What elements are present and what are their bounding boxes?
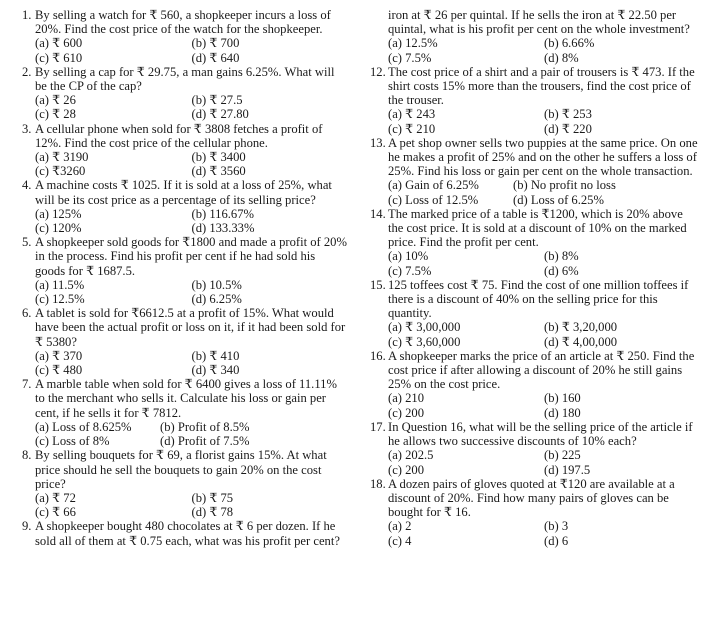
question-text: A shopkeeper bought 480 chocolates at ₹ 6 per dozen. If he sold all of them at ₹ 0.75 each, what was his profit per cent? bbox=[35, 519, 340, 548]
option-a: (a) 12.5% bbox=[388, 36, 438, 51]
question-text: In Question 16, what will be the selling price of the article if he allows two successive discounts of 10% each? bbox=[388, 419, 693, 449]
question-number: 17. bbox=[370, 419, 386, 434]
option-d: (d) 133.33% bbox=[191, 221, 255, 236]
question-text: A machine costs ₹ 1025. If it is sold at a loss of 25%, what will be its cost price as a percentage of its selling price? bbox=[35, 178, 332, 207]
question-number: 2. bbox=[22, 64, 32, 79]
options bbox=[370, 519, 700, 547]
option-a: (a) ₹ 600 bbox=[35, 36, 83, 51]
question-number: 14. bbox=[370, 206, 386, 221]
option-d: (d) ₹ 78 bbox=[191, 505, 234, 520]
question-2 bbox=[22, 65, 348, 122]
option-c: (c) 7.5% bbox=[388, 50, 432, 65]
question-number: 13. bbox=[370, 135, 386, 150]
option-d: (d) 197.5 bbox=[544, 462, 591, 477]
option-b: (b) ₹ 253 bbox=[544, 107, 592, 122]
options bbox=[370, 36, 700, 64]
options bbox=[370, 249, 700, 277]
option-d: (d) ₹ 27.80 bbox=[191, 107, 249, 122]
options bbox=[22, 278, 348, 306]
option-d: (d) Loss of 6.25% bbox=[513, 192, 604, 207]
option-a: (a) ₹ 3,00,000 bbox=[388, 320, 461, 335]
option-a: (a) 125% bbox=[35, 206, 82, 221]
question-16 bbox=[370, 349, 700, 420]
question-text: A pet shop owner sells two puppies at the same price. On one he makes a profit of 25% and on the other he suffers a loss of 25%. Find his loss or gain per cent on the whole transaction. bbox=[388, 135, 698, 179]
question-4 bbox=[22, 178, 348, 235]
option-a: (a) Gain of 6.25% bbox=[388, 178, 479, 193]
question-7 bbox=[22, 377, 348, 448]
options bbox=[370, 391, 700, 419]
question-text: By selling a watch for ₹ 560, a shopkeeper incurs a loss of 20%. Find the cost price of the watch for the shopkeeper. bbox=[35, 8, 331, 37]
question-12 bbox=[370, 65, 700, 136]
option-b: (b) 160 bbox=[544, 391, 581, 406]
option-d: (d) Profit of 7.5% bbox=[160, 434, 250, 449]
question-number: 4. bbox=[22, 178, 32, 193]
option-d: (d) 180 bbox=[544, 405, 581, 420]
option-d: (d) 6 bbox=[544, 533, 569, 548]
question-number: 8. bbox=[22, 448, 32, 463]
option-b: (b) 3 bbox=[544, 519, 569, 534]
option-c: (c) ₹ 480 bbox=[35, 363, 83, 378]
right-column bbox=[370, 8, 700, 548]
option-d: (d) 8% bbox=[544, 50, 579, 65]
question-6 bbox=[22, 306, 348, 377]
question-3 bbox=[22, 122, 348, 179]
option-a: (a) ₹ 243 bbox=[388, 107, 436, 122]
options bbox=[370, 320, 700, 348]
option-b: (b) ₹ 3,20,000 bbox=[544, 320, 618, 335]
option-d: (d) ₹ 4,00,000 bbox=[544, 334, 618, 349]
options bbox=[370, 448, 700, 476]
question-text: The marked price of a table is ₹1200, which is 20% above the cost price. It is sold at a discount of 10% on the marked price. Find the profit per cent. bbox=[388, 206, 687, 250]
option-b: (b) ₹ 410 bbox=[191, 348, 240, 363]
option-c: (c) Loss of 12.5% bbox=[388, 192, 479, 207]
question-text: A tablet is sold for ₹6612.5 at a profit of 15%. What would have been the actual profit or loss on it, if it had been sold for ₹ 5380? bbox=[35, 306, 346, 349]
question-text: By selling bouquets for ₹ 69, a florist gains 15%. At what price should he sell the bouquets to gain 20% on the cost price? bbox=[35, 448, 327, 491]
options bbox=[22, 36, 348, 64]
question-11-continued bbox=[370, 8, 700, 65]
option-c: (c) ₹ 66 bbox=[35, 505, 76, 520]
option-a: (a) 11.5% bbox=[35, 277, 85, 292]
options bbox=[22, 349, 348, 377]
question-number: 6. bbox=[22, 306, 32, 321]
option-b: (b) 225 bbox=[544, 448, 581, 463]
option-b: (b) No profit no loss bbox=[513, 178, 616, 193]
option-c: (c) ₹ 28 bbox=[35, 107, 76, 122]
question-1 bbox=[22, 8, 348, 65]
option-b: (b) Profit of 8.5% bbox=[160, 419, 250, 434]
option-d: (d) 6% bbox=[544, 263, 579, 278]
option-b: (b) 8% bbox=[544, 249, 579, 264]
option-c: (c) ₹ 610 bbox=[35, 50, 83, 65]
option-b: (b) ₹ 700 bbox=[191, 36, 240, 51]
options bbox=[370, 107, 700, 135]
options bbox=[22, 491, 348, 519]
option-c: (c) 7.5% bbox=[388, 263, 432, 278]
option-b: (b) ₹ 75 bbox=[191, 490, 234, 505]
option-b: (b) 6.66% bbox=[544, 36, 595, 51]
question-number: 1. bbox=[22, 8, 32, 22]
question-number: 16. bbox=[370, 348, 386, 363]
option-c: (c) 4 bbox=[388, 533, 412, 548]
option-c: (c) 200 bbox=[388, 405, 425, 420]
question-text: 125 toffees cost ₹ 75. Find the cost of one million toffees if there is a discount of 40% on the selling price for this quantity. bbox=[388, 277, 689, 321]
option-c: (c) 200 bbox=[388, 462, 425, 477]
question-17 bbox=[370, 420, 700, 477]
question-text: A shopkeeper marks the price of an article at ₹ 250. Find the cost price if after allowing a discount of 20% he still gains 25% on the cost price. bbox=[388, 348, 695, 392]
options bbox=[22, 207, 348, 235]
option-d: (d) 6.25% bbox=[191, 292, 242, 307]
option-a: (a) ₹ 3190 bbox=[35, 150, 89, 165]
question-text: A shopkeeper sold goods for ₹1800 and made a profit of 20% in the process. Find his profit per cent if he had sold his goods for ₹ 1687.5. bbox=[35, 235, 347, 278]
option-c: (c) ₹ 3,60,000 bbox=[388, 334, 461, 349]
options bbox=[22, 150, 348, 178]
left-column bbox=[22, 8, 348, 548]
options bbox=[22, 420, 348, 448]
question-15 bbox=[370, 278, 700, 349]
question-8 bbox=[22, 448, 348, 519]
question-text: A cellular phone when sold for ₹ 3808 fetches a profit of 12%. Find the cost price of the cellular phone. bbox=[35, 121, 323, 150]
question-text: iron at ₹ 26 per quintal. If he sells the iron at ₹ 22.50 per quintal, what is his profit per cent on the whole investment? bbox=[388, 8, 690, 37]
question-text: A dozen pairs of gloves quoted at ₹120 are available at a discount of 20%. Find how many pairs of gloves can be bought for ₹ 16. bbox=[388, 476, 675, 520]
option-a: (a) 202.5 bbox=[388, 448, 434, 463]
question-number: 7. bbox=[22, 377, 32, 392]
question-number: 5. bbox=[22, 235, 32, 250]
option-a: (a) 2 bbox=[388, 519, 412, 534]
question-13 bbox=[370, 136, 700, 207]
option-d: (d) ₹ 220 bbox=[544, 121, 592, 136]
question-number: 3. bbox=[22, 121, 32, 136]
question-14 bbox=[370, 207, 700, 278]
question-text: The cost price of a shirt and a pair of trousers is ₹ 473. If the shirt costs 15% more than the trousers, find the cost price of the trouser. bbox=[388, 64, 695, 108]
option-c: (c) Loss of 8% bbox=[35, 434, 110, 449]
option-a: (a) ₹ 72 bbox=[35, 490, 76, 505]
option-a: (a) ₹ 370 bbox=[35, 348, 83, 363]
option-c: (c) ₹ 210 bbox=[388, 121, 436, 136]
option-c: (c) 120% bbox=[35, 221, 82, 236]
question-text: A marble table when sold for ₹ 6400 gives a loss of 11.11% to the merchant who sells it. Calculate his loss or gain per cent, if he sells it for ₹ 7812. bbox=[35, 377, 337, 420]
option-b: (b) 116.67% bbox=[191, 206, 254, 221]
question-5 bbox=[22, 235, 348, 306]
question-text: By selling a cap for ₹ 29.75, a man gains 6.25%. What will be the CP of the cap? bbox=[35, 64, 335, 94]
question-9 bbox=[22, 519, 348, 547]
option-b: (b) ₹ 27.5 bbox=[191, 93, 243, 108]
option-a: (a) 210 bbox=[388, 391, 425, 406]
option-c: (c) 12.5% bbox=[35, 292, 85, 307]
options bbox=[22, 93, 348, 121]
option-d: (d) ₹ 640 bbox=[191, 50, 240, 65]
option-c: (c) ₹3260 bbox=[35, 164, 86, 179]
option-b: (b) 10.5% bbox=[191, 277, 242, 292]
options bbox=[370, 178, 700, 206]
option-b: (b) ₹ 3400 bbox=[191, 150, 246, 165]
question-number: 18. bbox=[370, 476, 386, 491]
option-a: (a) Loss of 8.625% bbox=[35, 419, 132, 434]
option-d: (d) ₹ 3560 bbox=[191, 164, 246, 179]
option-d: (d) ₹ 340 bbox=[191, 363, 240, 378]
option-a: (a) ₹ 26 bbox=[35, 93, 76, 108]
question-number: 15. bbox=[370, 277, 386, 292]
question-18 bbox=[370, 477, 700, 548]
question-number: 9. bbox=[22, 519, 32, 534]
option-a: (a) 10% bbox=[388, 249, 429, 264]
question-number: 12. bbox=[370, 64, 386, 79]
